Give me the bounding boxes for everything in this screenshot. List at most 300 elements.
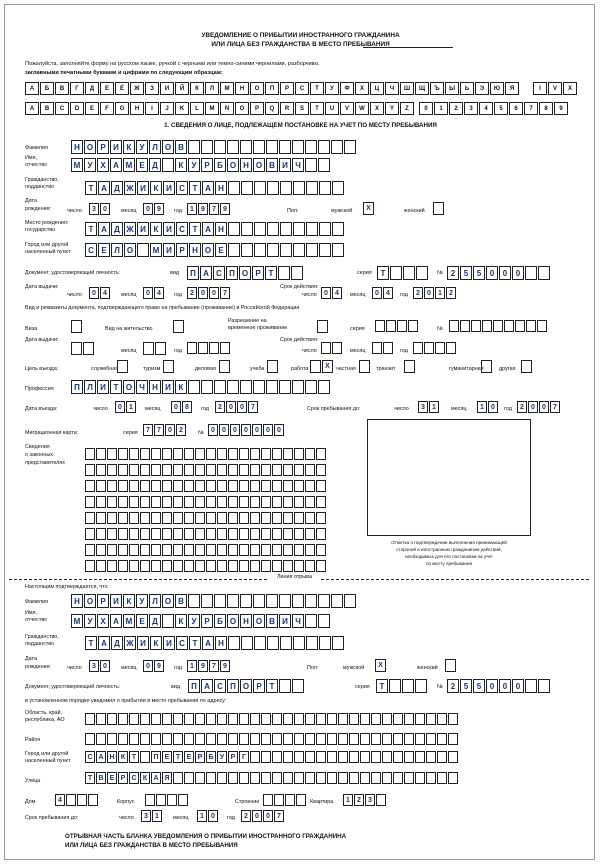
- char-cell[interactable]: [201, 380, 213, 394]
- char-cell[interactable]: Д: [111, 222, 123, 236]
- char-cell[interactable]: [267, 181, 279, 195]
- char-cell[interactable]: [283, 496, 293, 508]
- char-cell[interactable]: [279, 380, 291, 394]
- char-cell[interactable]: П: [151, 751, 161, 763]
- char-cell[interactable]: [107, 448, 117, 460]
- dob-day-boxes-2[interactable]: [89, 660, 110, 672]
- char-cell[interactable]: 0: [499, 266, 511, 280]
- char-cell[interactable]: [85, 733, 95, 745]
- char-cell[interactable]: [195, 772, 205, 784]
- char-cell[interactable]: [217, 560, 227, 572]
- char-cell[interactable]: [206, 528, 216, 540]
- char-cell[interactable]: [426, 751, 436, 763]
- rights-issue-month-2[interactable]: [155, 342, 166, 355]
- char-cell[interactable]: [344, 594, 356, 608]
- char-cell[interactable]: [448, 733, 458, 745]
- char-cell[interactable]: 7: [209, 660, 219, 672]
- char-cell[interactable]: [228, 222, 240, 236]
- char-cell[interactable]: К: [150, 222, 162, 236]
- char-cell[interactable]: [316, 512, 326, 524]
- char-cell[interactable]: 7: [220, 287, 230, 299]
- char-cell[interactable]: 0: [274, 424, 284, 436]
- char-cell[interactable]: 2: [447, 679, 459, 693]
- char-cell[interactable]: Е: [136, 158, 148, 172]
- char-cell[interactable]: 0: [263, 424, 273, 436]
- char-cell[interactable]: [272, 512, 282, 524]
- char-cell[interactable]: [261, 560, 271, 572]
- char-cell[interactable]: [228, 713, 238, 725]
- char-cell[interactable]: У: [188, 158, 200, 172]
- district-boxes[interactable]: [85, 733, 458, 745]
- char-cell[interactable]: 4: [55, 794, 65, 806]
- char-cell[interactable]: [316, 480, 326, 492]
- char-cell[interactable]: 0: [115, 401, 125, 413]
- char-cell[interactable]: О: [239, 266, 251, 280]
- char-cell[interactable]: 7: [274, 810, 284, 822]
- char-cell[interactable]: О: [240, 679, 252, 693]
- char-cell[interactable]: Т: [189, 181, 201, 195]
- char-cell[interactable]: 0: [528, 401, 538, 413]
- issue-year-boxes[interactable]: [187, 287, 230, 299]
- char-cell[interactable]: [272, 480, 282, 492]
- char-cell[interactable]: У: [188, 614, 200, 628]
- char-cell[interactable]: Е: [107, 772, 117, 784]
- char-cell[interactable]: [294, 528, 304, 540]
- char-cell[interactable]: [253, 380, 265, 394]
- char-cell[interactable]: [305, 733, 315, 745]
- char-cell[interactable]: [195, 560, 205, 572]
- char-cell[interactable]: А: [110, 614, 122, 628]
- char-cell[interactable]: [525, 266, 537, 280]
- char-cell[interactable]: [118, 733, 128, 745]
- char-cell[interactable]: [140, 733, 150, 745]
- doc-kind-boxes-2[interactable]: [188, 679, 304, 693]
- char-cell[interactable]: [272, 544, 282, 556]
- char-cell[interactable]: [267, 222, 279, 236]
- char-cell[interactable]: С: [176, 181, 188, 195]
- char-cell[interactable]: [316, 464, 326, 476]
- char-cell[interactable]: О: [227, 614, 239, 628]
- char-cell[interactable]: 1: [187, 203, 197, 215]
- char-cell[interactable]: О: [162, 140, 174, 154]
- char-cell[interactable]: [184, 448, 194, 460]
- char-cell[interactable]: [85, 528, 95, 540]
- char-cell[interactable]: [415, 772, 425, 784]
- char-cell[interactable]: 0: [252, 810, 262, 822]
- char-cell[interactable]: Е: [215, 243, 227, 257]
- char-cell[interactable]: И: [137, 181, 149, 195]
- dob-day-boxes[interactable]: [89, 203, 110, 215]
- char-cell[interactable]: [151, 528, 161, 540]
- char-cell[interactable]: [261, 733, 271, 745]
- char-cell[interactable]: [250, 772, 260, 784]
- char-cell[interactable]: [305, 140, 317, 154]
- char-cell[interactable]: [239, 448, 249, 460]
- char-cell[interactable]: [338, 713, 348, 725]
- char-cell[interactable]: [118, 512, 128, 524]
- char-cell[interactable]: [305, 560, 315, 572]
- char-cell[interactable]: [272, 713, 282, 725]
- char-cell[interactable]: Н: [215, 222, 227, 236]
- char-cell[interactable]: [294, 480, 304, 492]
- residence-checkbox[interactable]: [173, 320, 184, 333]
- char-cell[interactable]: [228, 480, 238, 492]
- char-cell[interactable]: 5: [473, 679, 485, 693]
- char-cell[interactable]: [493, 320, 503, 332]
- char-cell[interactable]: [85, 713, 95, 725]
- char-cell[interactable]: О: [253, 614, 265, 628]
- char-cell[interactable]: [250, 528, 260, 540]
- char-cell[interactable]: [272, 751, 282, 763]
- char-cell[interactable]: [285, 794, 295, 806]
- char-cell[interactable]: К: [140, 772, 150, 784]
- char-cell[interactable]: [538, 266, 550, 280]
- char-cell[interactable]: [266, 380, 278, 394]
- char-cell[interactable]: [283, 512, 293, 524]
- char-cell[interactable]: П: [71, 380, 83, 394]
- char-cell[interactable]: [227, 594, 239, 608]
- char-cell[interactable]: [85, 512, 95, 524]
- rights-valid-month-boxes[interactable]: [372, 342, 393, 354]
- char-cell[interactable]: [253, 140, 265, 154]
- char-cell[interactable]: [173, 560, 183, 572]
- purpose-other-checkbox[interactable]: [521, 360, 532, 373]
- char-cell[interactable]: Р: [201, 158, 213, 172]
- char-cell[interactable]: [195, 448, 205, 460]
- char-cell[interactable]: С: [85, 751, 95, 763]
- char-cell[interactable]: [272, 733, 282, 745]
- char-cell[interactable]: [261, 496, 271, 508]
- char-cell[interactable]: 2: [354, 794, 364, 806]
- char-cell[interactable]: [360, 733, 370, 745]
- valid-year-boxes[interactable]: [413, 287, 456, 299]
- char-cell[interactable]: 0: [100, 203, 110, 215]
- char-cell[interactable]: В: [266, 614, 278, 628]
- char-cell[interactable]: 0: [198, 287, 208, 299]
- char-cell[interactable]: [426, 772, 436, 784]
- char-cell[interactable]: [272, 464, 282, 476]
- char-cell[interactable]: [173, 713, 183, 725]
- char-cell[interactable]: [228, 544, 238, 556]
- char-cell[interactable]: [371, 772, 381, 784]
- char-cell[interactable]: М: [150, 243, 162, 257]
- char-cell[interactable]: [206, 733, 216, 745]
- char-cell[interactable]: М: [123, 614, 135, 628]
- legal-row-3[interactable]: [85, 480, 326, 492]
- char-cell[interactable]: [195, 480, 205, 492]
- char-cell[interactable]: [188, 594, 200, 608]
- char-cell[interactable]: [184, 733, 194, 745]
- char-cell[interactable]: И: [137, 222, 149, 236]
- char-cell[interactable]: О: [202, 243, 214, 257]
- char-cell[interactable]: [129, 560, 139, 572]
- doc-kind-boxes[interactable]: [187, 266, 303, 280]
- char-cell[interactable]: [239, 560, 249, 572]
- char-cell[interactable]: [321, 342, 331, 354]
- char-cell[interactable]: 3: [365, 794, 375, 806]
- char-cell[interactable]: 0: [512, 266, 524, 280]
- char-cell[interactable]: П: [227, 679, 239, 693]
- char-cell[interactable]: [294, 560, 304, 572]
- char-cell[interactable]: 0: [512, 679, 524, 693]
- char-cell[interactable]: [173, 496, 183, 508]
- char-cell[interactable]: Н: [71, 594, 83, 608]
- char-cell[interactable]: Т: [110, 380, 122, 394]
- char-cell[interactable]: [151, 496, 161, 508]
- char-cell[interactable]: [471, 320, 481, 332]
- char-cell[interactable]: Т: [85, 636, 97, 650]
- rights-valid-day-boxes[interactable]: [321, 342, 342, 354]
- char-cell[interactable]: [397, 320, 407, 332]
- purpose-private-checkbox[interactable]: Х: [322, 360, 333, 373]
- char-cell[interactable]: [250, 560, 260, 572]
- char-cell[interactable]: [96, 448, 106, 460]
- char-cell[interactable]: Т: [173, 751, 183, 763]
- char-cell[interactable]: [195, 544, 205, 556]
- char-cell[interactable]: Д: [111, 636, 123, 650]
- street-boxes[interactable]: [85, 772, 458, 784]
- char-cell[interactable]: [386, 320, 396, 332]
- char-cell[interactable]: [293, 222, 305, 236]
- rights-year-boxes[interactable]: [187, 342, 230, 354]
- char-cell[interactable]: Х: [97, 158, 109, 172]
- char-cell[interactable]: [162, 464, 172, 476]
- char-cell[interactable]: [228, 464, 238, 476]
- char-cell[interactable]: [371, 733, 381, 745]
- char-cell[interactable]: [250, 733, 260, 745]
- char-cell[interactable]: [178, 794, 188, 806]
- char-cell[interactable]: [217, 512, 227, 524]
- char-cell[interactable]: [162, 560, 172, 572]
- char-cell[interactable]: [201, 594, 213, 608]
- char-cell[interactable]: У: [84, 158, 96, 172]
- char-cell[interactable]: [85, 448, 95, 460]
- char-cell[interactable]: [140, 480, 150, 492]
- char-cell[interactable]: [283, 464, 293, 476]
- doc-series-boxes-2[interactable]: [376, 679, 427, 693]
- char-cell[interactable]: [173, 733, 183, 745]
- purpose-service-checkbox[interactable]: [117, 360, 128, 373]
- char-cell[interactable]: 0: [165, 424, 175, 436]
- char-cell[interactable]: [228, 560, 238, 572]
- char-cell[interactable]: [173, 448, 183, 460]
- char-cell[interactable]: [187, 342, 197, 354]
- char-cell[interactable]: Е: [136, 614, 148, 628]
- char-cell[interactable]: 3: [89, 203, 99, 215]
- char-cell[interactable]: И: [163, 222, 175, 236]
- char-cell[interactable]: [446, 342, 456, 354]
- stay2-day-boxes[interactable]: [141, 810, 162, 822]
- char-cell[interactable]: [294, 512, 304, 524]
- char-cell[interactable]: 1: [435, 287, 445, 299]
- char-cell[interactable]: С: [85, 243, 97, 257]
- char-cell[interactable]: [107, 512, 117, 524]
- char-cell[interactable]: [198, 342, 208, 354]
- char-cell[interactable]: [239, 496, 249, 508]
- char-cell[interactable]: [253, 594, 265, 608]
- char-cell[interactable]: У: [136, 594, 148, 608]
- char-cell[interactable]: [319, 243, 331, 257]
- char-cell[interactable]: А: [110, 158, 122, 172]
- char-cell[interactable]: 0: [486, 679, 498, 693]
- char-cell[interactable]: [305, 496, 315, 508]
- char-cell[interactable]: [279, 594, 291, 608]
- char-cell[interactable]: [250, 496, 260, 508]
- char-cell[interactable]: [327, 751, 337, 763]
- char-cell[interactable]: [228, 181, 240, 195]
- char-cell[interactable]: [332, 222, 344, 236]
- char-cell[interactable]: [306, 222, 318, 236]
- char-cell[interactable]: [305, 528, 315, 540]
- char-cell[interactable]: В: [266, 158, 278, 172]
- char-cell[interactable]: Т: [129, 751, 139, 763]
- char-cell[interactable]: [292, 140, 304, 154]
- char-cell[interactable]: [283, 713, 293, 725]
- char-cell[interactable]: [162, 448, 172, 460]
- legal-row-4[interactable]: [85, 496, 326, 508]
- valid-month-boxes[interactable]: [372, 287, 393, 299]
- char-cell[interactable]: У: [84, 614, 96, 628]
- doc-series-boxes[interactable]: [377, 266, 428, 280]
- char-cell[interactable]: [316, 713, 326, 725]
- char-cell[interactable]: [404, 751, 414, 763]
- char-cell[interactable]: [217, 448, 227, 460]
- char-cell[interactable]: [228, 528, 238, 540]
- char-cell[interactable]: [241, 243, 253, 257]
- char-cell[interactable]: 0: [226, 401, 236, 413]
- char-cell[interactable]: [195, 528, 205, 540]
- char-cell[interactable]: 2: [215, 401, 225, 413]
- char-cell[interactable]: [214, 380, 226, 394]
- char-cell[interactable]: 9: [154, 660, 164, 672]
- char-cell[interactable]: [228, 733, 238, 745]
- char-cell[interactable]: Л: [111, 243, 123, 257]
- char-cell[interactable]: [239, 544, 249, 556]
- char-cell[interactable]: [318, 140, 330, 154]
- char-cell[interactable]: [96, 512, 106, 524]
- char-cell[interactable]: [151, 448, 161, 460]
- char-cell[interactable]: [250, 713, 260, 725]
- char-cell[interactable]: [294, 496, 304, 508]
- char-cell[interactable]: И: [163, 181, 175, 195]
- char-cell[interactable]: [162, 158, 174, 172]
- char-cell[interactable]: [424, 342, 434, 354]
- char-cell[interactable]: [140, 464, 150, 476]
- char-cell[interactable]: Ж: [124, 181, 136, 195]
- char-cell[interactable]: [137, 243, 149, 257]
- char-cell[interactable]: [331, 140, 343, 154]
- char-cell[interactable]: [173, 544, 183, 556]
- char-cell[interactable]: 2: [517, 401, 527, 413]
- char-cell[interactable]: К: [118, 751, 128, 763]
- char-cell[interactable]: О: [84, 594, 96, 608]
- char-cell[interactable]: [283, 772, 293, 784]
- char-cell[interactable]: [383, 342, 393, 354]
- char-cell[interactable]: [426, 713, 436, 725]
- char-cell[interactable]: [305, 512, 315, 524]
- char-cell[interactable]: 5: [460, 679, 472, 693]
- char-cell[interactable]: [448, 772, 458, 784]
- char-cell[interactable]: [184, 480, 194, 492]
- purpose-work-checkbox[interactable]: [310, 360, 321, 373]
- char-cell[interactable]: [349, 772, 359, 784]
- char-cell[interactable]: [254, 243, 266, 257]
- char-cell[interactable]: Р: [253, 679, 265, 693]
- char-cell[interactable]: [415, 751, 425, 763]
- char-cell[interactable]: [283, 544, 293, 556]
- char-cell[interactable]: П: [188, 679, 200, 693]
- char-cell[interactable]: [195, 733, 205, 745]
- char-cell[interactable]: [206, 512, 216, 524]
- char-cell[interactable]: А: [202, 222, 214, 236]
- char-cell[interactable]: [266, 594, 278, 608]
- char-cell[interactable]: [239, 480, 249, 492]
- city-boxes-2[interactable]: [85, 751, 458, 763]
- char-cell[interactable]: О: [253, 158, 265, 172]
- char-cell[interactable]: [140, 560, 150, 572]
- char-cell[interactable]: Ч: [292, 614, 304, 628]
- char-cell[interactable]: [319, 636, 331, 650]
- char-cell[interactable]: Н: [71, 140, 83, 154]
- char-cell[interactable]: [239, 528, 249, 540]
- char-cell[interactable]: [279, 140, 291, 154]
- char-cell[interactable]: [140, 448, 150, 460]
- char-cell[interactable]: [338, 733, 348, 745]
- char-cell[interactable]: [107, 544, 117, 556]
- char-cell[interactable]: [338, 751, 348, 763]
- char-cell[interactable]: Р: [201, 614, 213, 628]
- char-cell[interactable]: Н: [240, 614, 252, 628]
- char-cell[interactable]: [280, 181, 292, 195]
- char-cell[interactable]: [77, 794, 87, 806]
- char-cell[interactable]: Р: [228, 751, 238, 763]
- char-cell[interactable]: [272, 448, 282, 460]
- char-cell[interactable]: [403, 266, 415, 280]
- char-cell[interactable]: 7: [154, 424, 164, 436]
- char-cell[interactable]: Г: [239, 751, 249, 763]
- char-cell[interactable]: [96, 544, 106, 556]
- char-cell[interactable]: А: [96, 751, 106, 763]
- char-cell[interactable]: [140, 544, 150, 556]
- char-cell[interactable]: [280, 222, 292, 236]
- male-checkbox[interactable]: Х: [363, 202, 374, 215]
- char-cell[interactable]: К: [123, 594, 135, 608]
- char-cell[interactable]: [278, 266, 290, 280]
- char-cell[interactable]: 4: [383, 287, 393, 299]
- birth-state-boxes[interactable]: [85, 222, 344, 236]
- char-cell[interactable]: [162, 713, 172, 725]
- char-cell[interactable]: Н: [189, 243, 201, 257]
- char-cell[interactable]: Л: [84, 380, 96, 394]
- char-cell[interactable]: [318, 594, 330, 608]
- char-cell[interactable]: 0: [488, 401, 498, 413]
- char-cell[interactable]: [393, 751, 403, 763]
- char-cell[interactable]: [482, 320, 492, 332]
- char-cell[interactable]: [415, 713, 425, 725]
- char-cell[interactable]: [129, 496, 139, 508]
- char-cell[interactable]: [156, 794, 166, 806]
- surname-boxes-2[interactable]: [71, 594, 356, 608]
- char-cell[interactable]: [206, 448, 216, 460]
- dob-month-boxes-2[interactable]: [143, 660, 164, 672]
- char-cell[interactable]: И: [110, 140, 122, 154]
- char-cell[interactable]: 8: [182, 401, 192, 413]
- char-cell[interactable]: [360, 751, 370, 763]
- stay2-year-boxes[interactable]: [241, 810, 284, 822]
- char-cell[interactable]: [228, 772, 238, 784]
- char-cell[interactable]: [85, 464, 95, 476]
- char-cell[interactable]: [173, 464, 183, 476]
